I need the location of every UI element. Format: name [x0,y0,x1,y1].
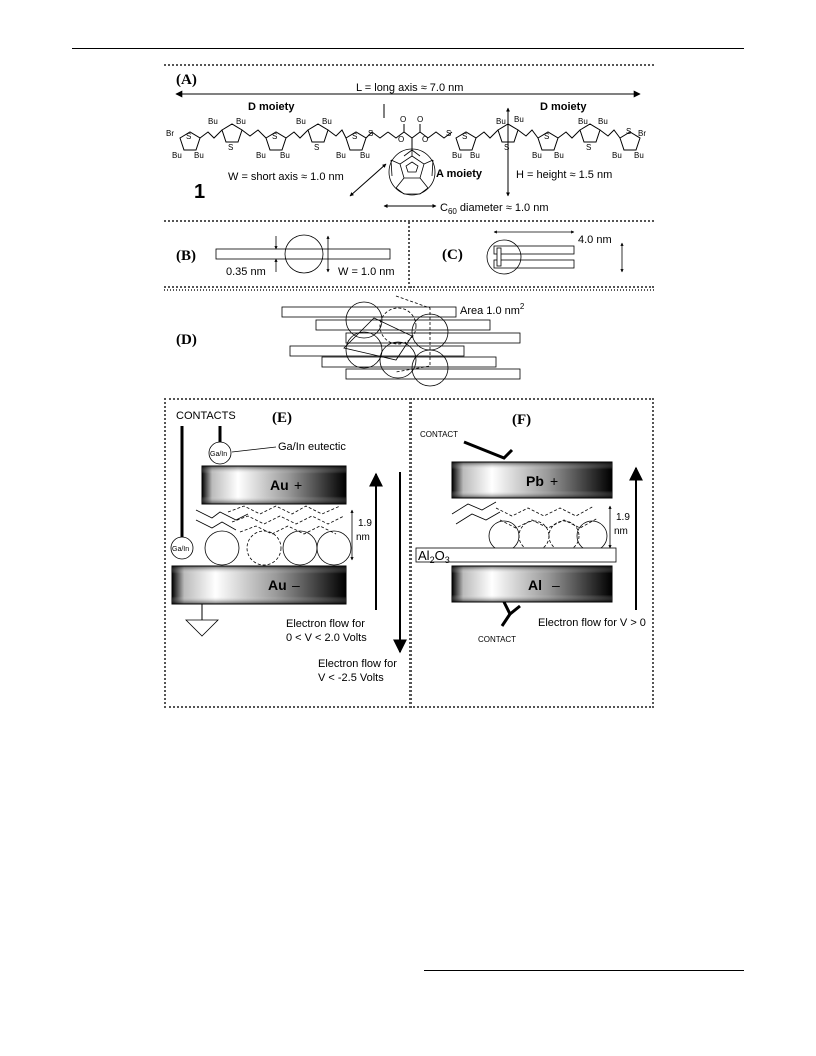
top-electrode-label: Au [270,477,289,493]
d-moiety-right-label: D moiety [540,101,587,113]
long-axis-label: L = long axis ≈ 7.0 nm [356,82,464,94]
br-right: Br [638,129,646,138]
end-view-rod-2 [494,260,574,268]
o-2: O [417,115,424,124]
bu-l8: Bu [322,117,332,126]
bu-r8: Bu [598,117,608,126]
contact-bottom-wire [504,602,520,614]
width-label: W = 1.0 nm [338,266,395,278]
o-3: O [398,135,405,144]
e-flow1-line2: 0 < V < 2.0 Volts [286,632,367,644]
c60-fullerene [389,149,435,195]
al-sign: – [552,577,560,593]
bu-l7: Bu [296,117,306,126]
contact-top-wire [464,442,512,458]
height-label: H = height ≈ 1.5 nm [516,169,613,181]
c60-subscript: 60 [447,207,457,216]
c60-suffix: diameter ≈ 1.0 nm [456,202,549,214]
side-view-rod [216,249,390,259]
pb-label: Pb [526,473,544,489]
thickness-label: 0.35 nm [226,266,266,278]
bu-r1: Bu [452,151,462,160]
a-moiety-label: A moiety [436,168,483,180]
panel-e-label: (E) [272,410,292,426]
e-flow2-line1: Electron flow for [318,658,397,670]
right-oligothiophene [428,124,640,150]
f-gap-value: 1.9 [616,512,630,523]
bu-r3: Bu [496,117,506,126]
eutectic-label: Ga/In eutectic [278,441,346,453]
bottom-electrode-label: Au [268,577,287,593]
s-l3: S [272,132,278,141]
br-left: Br [166,129,174,138]
left-chain-atoms [166,117,373,160]
panel-b-label: (B) [176,248,196,264]
panel-f-label: (F) [512,412,532,428]
bottom-electrode-sign: – [292,577,300,593]
bu-l6: Bu [280,151,290,160]
s-r6: S [626,127,632,136]
f-flow-label: Electron flow for V > 0 [538,617,646,629]
al-label: Al [528,577,542,593]
e-monolayer [196,506,351,565]
al2o3-o: O [434,548,445,563]
s-r5: S [586,143,592,152]
s-r2: S [462,132,468,141]
s-r3: S [504,143,510,152]
area-prefix: Area 1.0 nm [460,305,520,317]
s-r1: S [446,129,452,138]
panel-d-label: (D) [176,332,197,348]
f-monolayer [452,502,607,551]
packing-rod-6 [346,369,520,379]
bu-r2: Bu [470,151,480,160]
s-l6: S [368,129,374,138]
s-l2: S [228,143,234,152]
s-l1: S [186,132,192,141]
e-gap-unit: nm [356,532,370,543]
packing-rod-4 [290,346,464,356]
panel-d [164,290,654,386]
bu-l5: Bu [256,151,266,160]
al2o3-sub3: 3 [444,555,450,565]
contact-bottom-label: CONTACT [478,635,517,644]
bu-l9: Bu [336,151,346,160]
e-gap-value: 1.9 [358,518,372,529]
e-flow1-line1: Electron flow for [286,618,365,630]
gain-left-label: Ga/In [172,546,190,553]
bu-r4: Bu [514,115,524,124]
panel-c-label: (C) [442,247,463,263]
contact-bottom-wire-2 [502,614,510,626]
bu-r10: Bu [634,151,644,160]
al2o3-al: Al [418,548,430,563]
al2o3-sub2: 2 [429,555,435,565]
s-r4: S [544,132,550,141]
short-axis-label: W = short axis ≈ 1.0 nm [228,171,344,183]
e-flow2-line2: V < -2.5 Volts [318,672,384,684]
area-superscript: 2 [519,302,525,311]
panel-a [166,72,646,216]
c60-diameter-label [440,202,549,216]
ground-symbol [186,620,218,636]
bu-l10: Bu [360,151,370,160]
top-electrode-sign: + [294,477,303,493]
compound-number: 1 [194,181,206,203]
pb-sign: + [550,473,559,489]
packing-rod-3 [346,333,520,343]
bu-l3: Bu [208,117,218,126]
panel-c [442,232,622,274]
contact-top-label: CONTACT [420,430,459,439]
panel-f [416,412,646,644]
short-axis-arrow [350,164,386,196]
length-label: 4.0 nm [578,234,612,246]
panel-b [176,235,395,278]
area-label [460,302,525,317]
panel-e [171,410,400,684]
bu-l4: Bu [236,117,246,126]
c60-prefix: C [440,202,448,214]
bu-l1: Bu [172,151,182,160]
malonate-atoms [398,115,428,144]
bu-r6: Bu [554,151,564,160]
packing-rod-2 [316,320,490,330]
gain-top-label: Ga/In [210,451,228,458]
f-gap-unit: nm [614,526,628,537]
eutectic-leader [232,447,276,452]
o-1: O [400,115,407,124]
bu-r5: Bu [532,151,542,160]
end-view-rod-1 [494,246,574,254]
bu-l2: Bu [194,151,204,160]
d-moiety-left-label: D moiety [248,101,295,113]
bottom-electrode-shade [172,566,346,604]
bu-r9: Bu [612,151,622,160]
bu-r7: Bu [578,117,588,126]
end-view-c60 [487,240,521,274]
end-view-core [497,248,501,266]
panel-a-label: (A) [176,72,197,88]
s-l5: S [352,132,358,141]
s-l4: S [314,143,320,152]
o-4: O [422,135,429,144]
contacts-label: CONTACTS [176,410,236,422]
